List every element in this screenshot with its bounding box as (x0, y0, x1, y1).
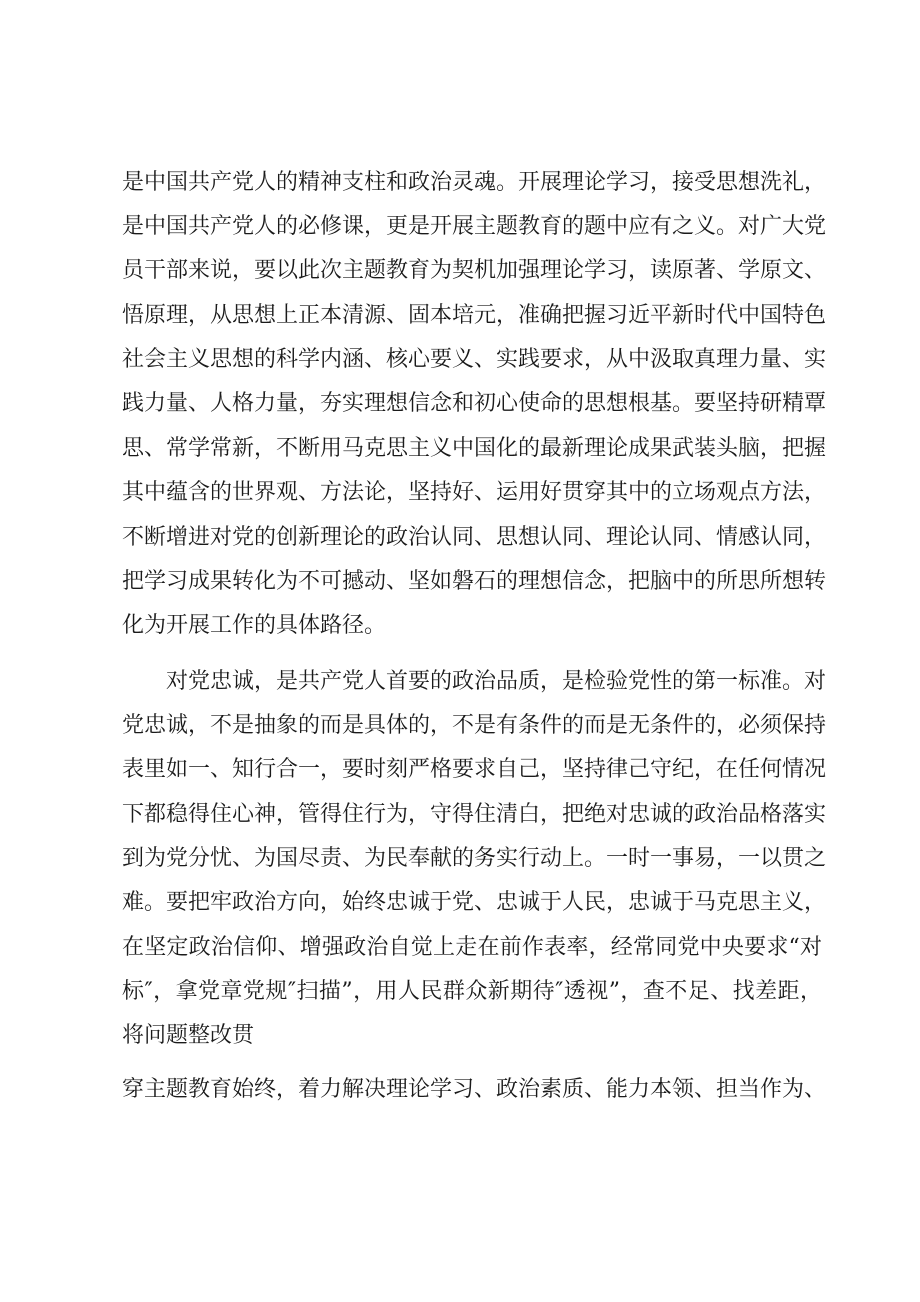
text-line: 是中国共产党人的必修课，更是开展主题教育的题中应有之义。对广大党 (122, 214, 827, 239)
text-line: 下都稳得住心神，管得住行为，守得住清白，把绝对忠诚的政治品格落实 (122, 802, 827, 827)
text-line: 表里如一、知行合一，要时刻严格要求自己，坚持律己守纪，在任何情况 (122, 757, 827, 782)
text-line: 标″，拿党章党规″扫描”，用人民群众新期待″透视”，查不足、找差距， (122, 979, 822, 1004)
text-line: 社会主义思想的科学内涵、核心要义、实践要求，从中汲取真理力量、实 (122, 347, 827, 372)
text-line: 到为党分忧、为国尽责、为民奉献的务实行动上。一时一事易，一以贯之 (122, 846, 827, 871)
text-line: 不断增进对党的创新理论的政治认同、思想认同、理论认同、情感认同， (122, 525, 827, 550)
text-line: 悟原理，从思想上正本清源、固本培元，准确把握习近平新时代中国特色 (122, 303, 827, 328)
text-line: 对党忠诚，是共产党人首要的政治品质，是检验党性的第一标准。对 (166, 669, 827, 694)
text-line: 是中国共产党人的精神支柱和政治灵魂。开展理论学习，接受思想洗礼， (122, 170, 827, 195)
text-line: 践力量、人格力量，夯实理想信念和初心使命的思想根基。要坚持研精覃 (122, 391, 827, 416)
text-line: 在坚定政治信仰、增强政治自觉上走在前作表率，经常同党中央要求“对 (122, 935, 822, 960)
text-line: 难。要把牢政治方向，始终忠诚于党、忠诚于人民，忠诚于马克思主义， (122, 890, 827, 915)
text-line: 员干部来说，要以此次主题教育为契机加强理论学习，读原著、学原文、 (122, 258, 827, 283)
text-line: 将问题整改贯 (122, 1023, 255, 1048)
text-line: 思、常学常新，不断用马克思主义中国化的最新理论成果武装头脑，把握 (122, 436, 827, 461)
text-line: 把学习成果转化为不可撼动、坚如磐石的理想信念，把脑中的所思所想转 (122, 569, 827, 594)
text-line: 化为开展工作的具体路径。 (122, 613, 387, 638)
text-line: 穿主题教育始终，着力解决理论学习、政治素质、能力本领、担当作为、 (122, 1077, 827, 1102)
text-line: 其中蕴含的世界观、方法论，坚持好、运用好贯穿其中的立场观点方法， (122, 480, 827, 505)
text-line: 党忠诚，不是抽象的而是具体的，不是有条件的而是无条件的，必须保持 (122, 713, 827, 738)
